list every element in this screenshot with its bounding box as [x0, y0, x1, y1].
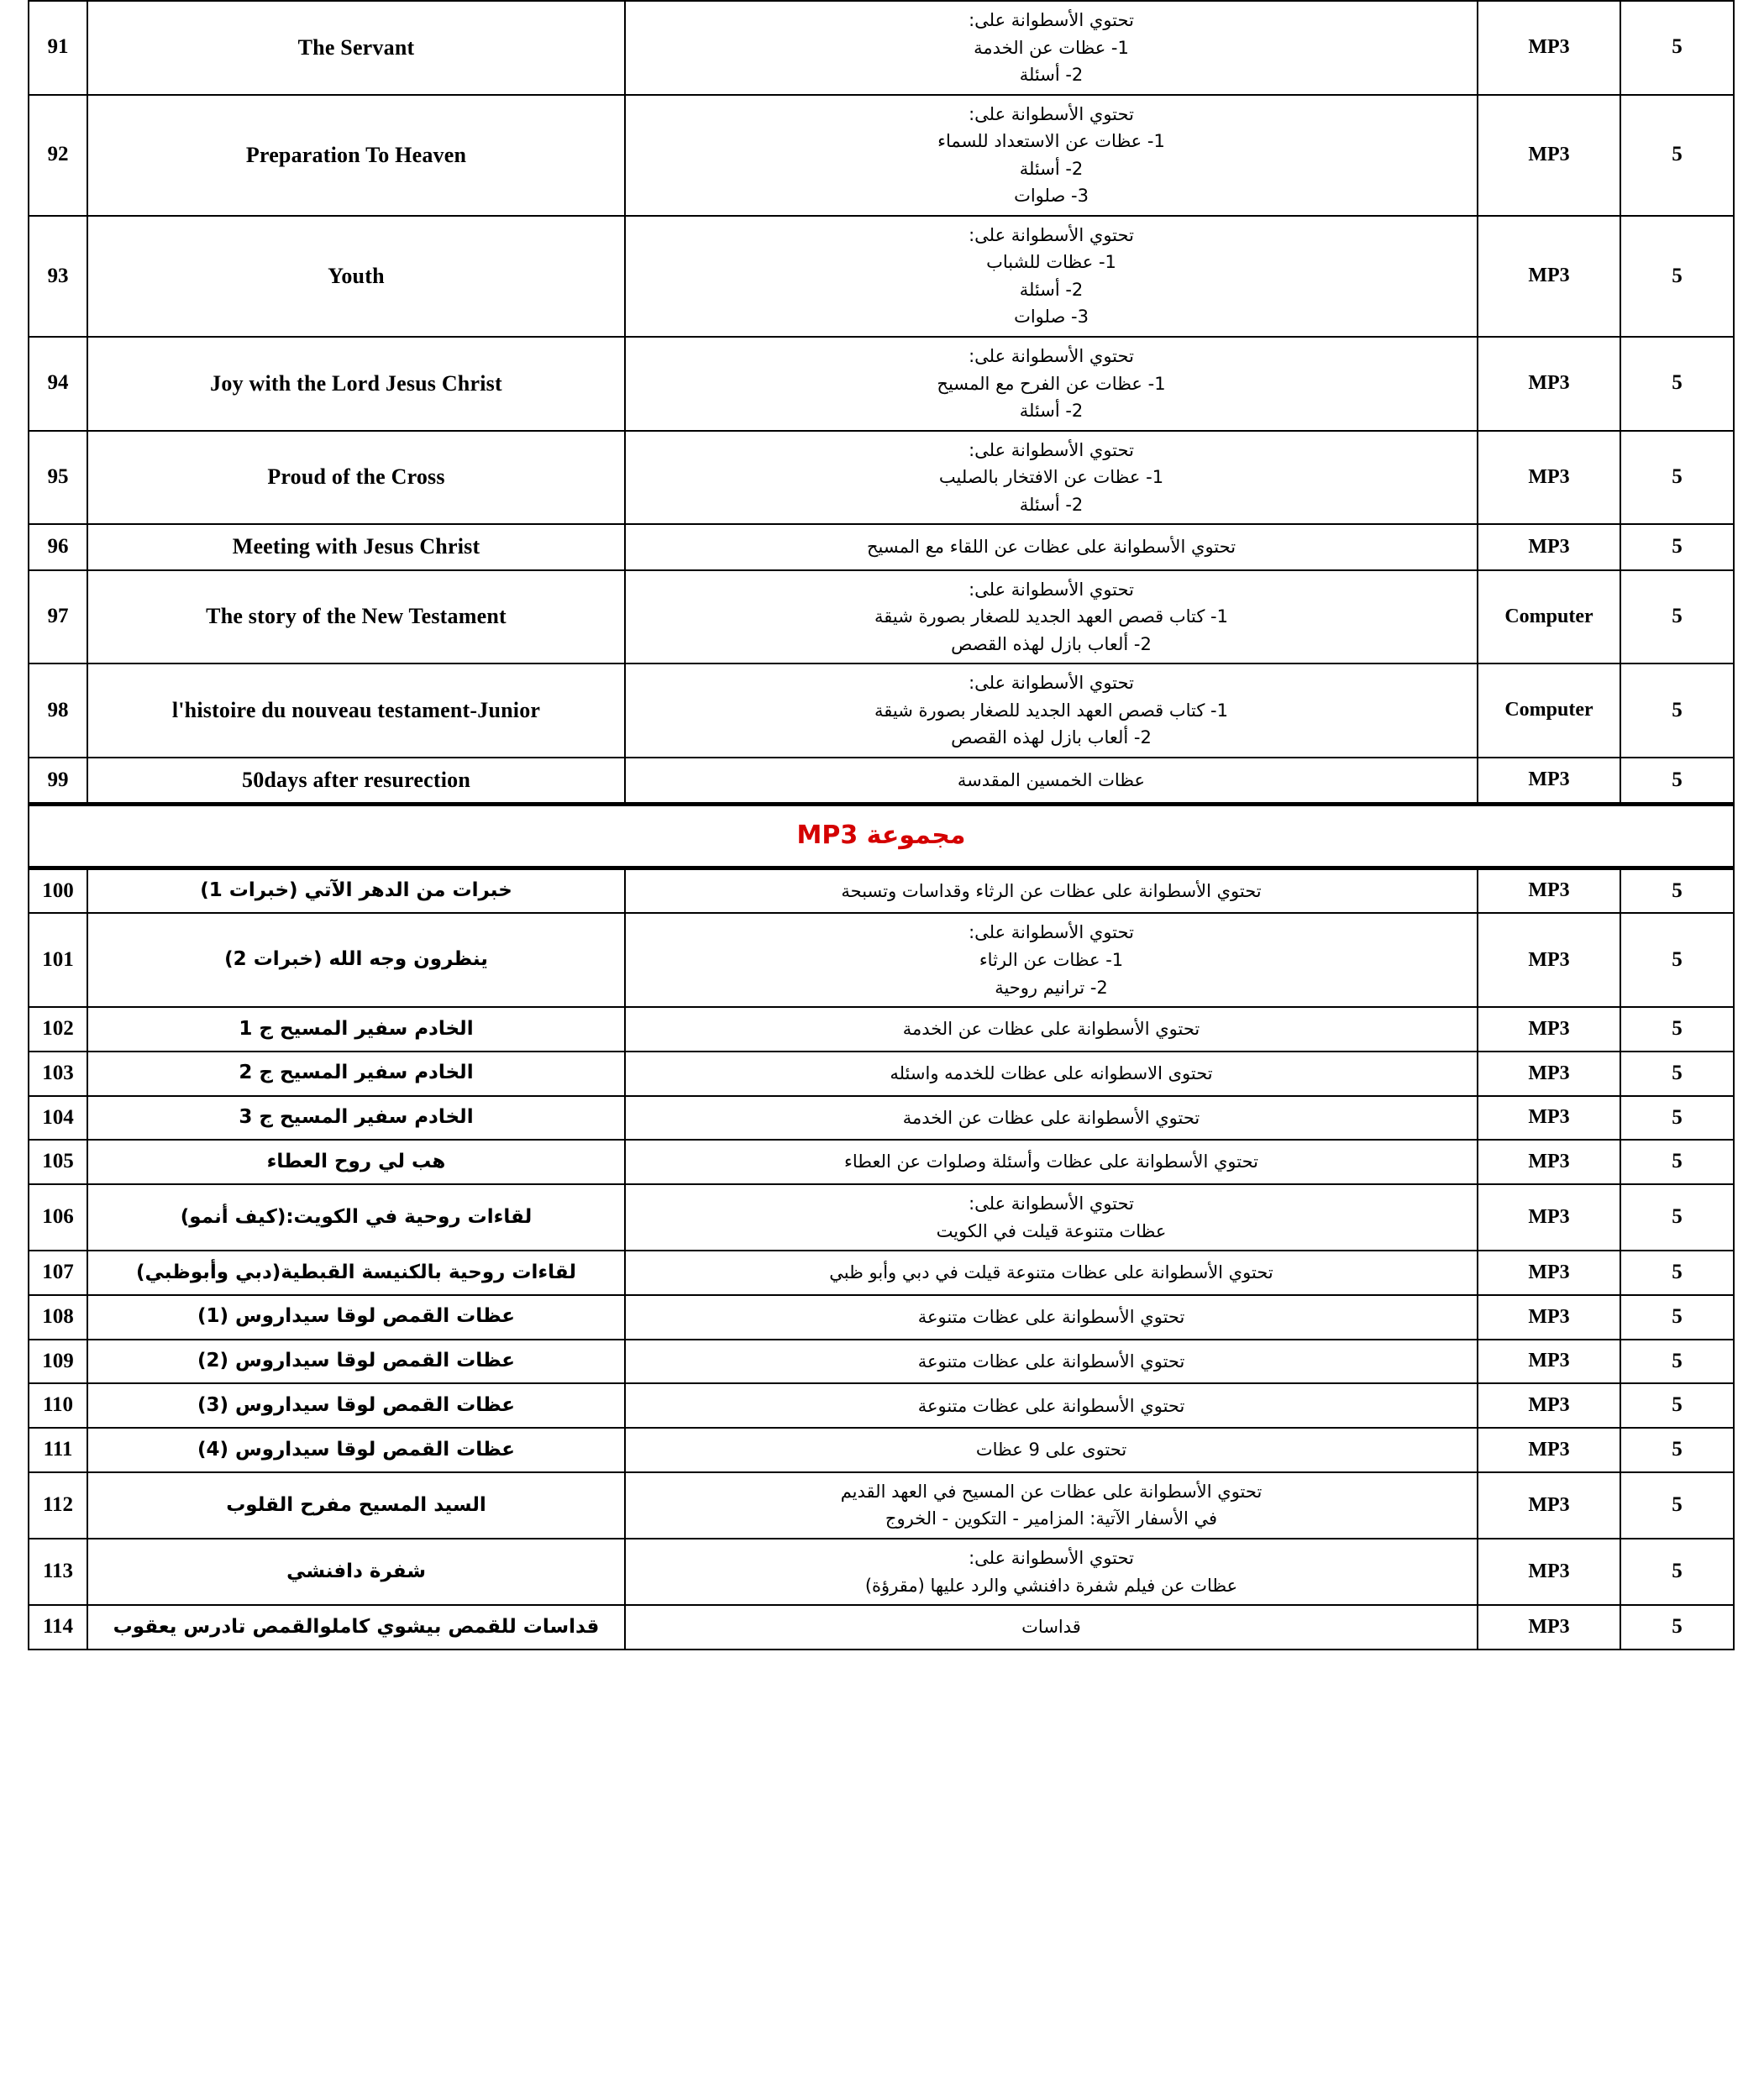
cell-title: 50days after resurection — [87, 758, 625, 805]
cell-media-type: MP3 — [1478, 1295, 1620, 1340]
cell-description — [625, 1007, 1478, 1052]
description-line: عظات عن فيلم شفرة دافنشي والرد عليها (مقرؤة) — [864, 1575, 1238, 1596]
cell-row-number: 91 — [29, 1, 87, 95]
description-line: تحتوي الأسطوانة على عظات عن الخدمة — [902, 1019, 1200, 1040]
cell-title: عظات القمص لوقا سيداروس (1) — [87, 1295, 625, 1340]
table-row[interactable] — [29, 431, 1734, 525]
cell-description — [625, 1, 1478, 95]
description-line: تحتوي الأسطوانة على عظات متنوعة — [917, 1307, 1185, 1327]
cell-title: Youth — [87, 216, 625, 337]
cell-media-type: MP3 — [1478, 337, 1620, 431]
cell-row-number: 96 — [29, 524, 87, 569]
cell-quantity: 5 — [1620, 95, 1734, 216]
cell-title: السيد المسيح مفرح القلوب — [87, 1472, 625, 1539]
catalog-table-body — [29, 1, 1734, 1650]
cell-quantity: 5 — [1620, 1096, 1734, 1141]
cell-description — [625, 1096, 1478, 1141]
cell-title — [87, 1251, 625, 1295]
cell-media-type: MP3 — [1478, 1184, 1620, 1251]
cell-description — [625, 1539, 1478, 1605]
cell-row-number: 109 — [29, 1340, 87, 1384]
cell-row-number: 102 — [29, 1007, 87, 1052]
title-line: قداسات للقمص بيشوي كامل — [331, 1615, 600, 1638]
cell-description — [625, 1140, 1478, 1184]
cell-row-number: 111 — [29, 1428, 87, 1472]
description-line: تحتوي الأسطوانة على عظات متنوعة — [917, 1351, 1185, 1372]
cell-media-type: Computer — [1478, 570, 1620, 664]
table-row[interactable] — [29, 1472, 1734, 1539]
table-row[interactable] — [29, 1140, 1734, 1184]
cell-quantity: 5 — [1620, 1428, 1734, 1472]
description-line: عظات متنوعة قيلت في الكويت — [936, 1220, 1167, 1241]
cell-quantity: 5 — [1620, 1340, 1734, 1384]
cell-title: عظات القمص لوقا سيداروس (3) — [87, 1383, 625, 1428]
title-line: (كيف أنمو) — [180, 1205, 286, 1228]
cell-description — [625, 1472, 1478, 1539]
description-line: تحتوي الأسطوانة على: — [969, 673, 1134, 694]
cell-quantity: 5 — [1620, 524, 1734, 569]
cell-media-type: MP3 — [1478, 1007, 1620, 1052]
description-line: تحتوي الأسطوانة على: — [969, 10, 1134, 30]
description-line: قداسات — [1021, 1617, 1081, 1638]
cell-description — [625, 1428, 1478, 1472]
description-line: 2- ألعاب بازل لهذه القصص — [951, 727, 1152, 748]
cell-quantity: 5 — [1620, 1184, 1734, 1251]
table-row[interactable] — [29, 913, 1734, 1007]
cell-description — [625, 431, 1478, 525]
cell-row-number: 106 — [29, 1184, 87, 1251]
cell-title: ينظرون وجه الله (خبرات 2) — [87, 913, 625, 1007]
cell-description — [625, 663, 1478, 758]
cell-title: The Servant — [87, 1, 625, 95]
catalog-table — [28, 0, 1735, 1650]
cell-row-number: 114 — [29, 1605, 87, 1650]
cell-media-type: MP3 — [1478, 1605, 1620, 1650]
description-line: 1- عظات عن الاستعداد للسماء — [937, 131, 1165, 152]
cell-quantity: 5 — [1620, 1383, 1734, 1428]
title-line: والقمص تادرس يعقوب — [113, 1615, 332, 1638]
cell-description — [625, 868, 1478, 913]
title-line: (دبي وأبوظبي) — [136, 1261, 281, 1283]
cell-media-type: MP3 — [1478, 1096, 1620, 1141]
cell-title: l'histoire du nouveau testament-Junior — [87, 663, 625, 758]
cell-row-number: 104 — [29, 1096, 87, 1141]
description-line: 2- أسئلة — [1019, 494, 1084, 515]
cell-quantity: 5 — [1620, 1605, 1734, 1650]
cell-media-type: MP3 — [1478, 1, 1620, 95]
title-line: لقاءات روحية في الكويت: — [286, 1205, 533, 1228]
cell-description — [625, 570, 1478, 664]
cell-quantity: 5 — [1620, 1007, 1734, 1052]
cell-title: هب لي روح العطاء — [87, 1140, 625, 1184]
cell-quantity: 5 — [1620, 663, 1734, 758]
description-line: 2- ترانيم روحية — [995, 977, 1108, 998]
cell-media-type: MP3 — [1478, 431, 1620, 525]
description-line: 2- ألعاب بازل لهذه القصص — [951, 633, 1152, 654]
cell-row-number: 92 — [29, 95, 87, 216]
cell-media-type: MP3 — [1478, 95, 1620, 216]
description-line: 3- صلوات — [1014, 307, 1089, 328]
cell-media-type: MP3 — [1478, 1428, 1620, 1472]
description-line: تحتوي الأسطوانة على: — [969, 224, 1134, 245]
cell-description — [625, 1383, 1478, 1428]
description-line: تحتوي الأسطوانة على: — [969, 103, 1134, 124]
description-line: تحتوي الأسطوانة على عظات متنوعة قيلت في دبي وأبو ظبي — [829, 1262, 1273, 1283]
cell-description — [625, 95, 1478, 216]
table-row[interactable] — [29, 758, 1734, 805]
cell-media-type: MP3 — [1478, 524, 1620, 569]
cell-quantity: 5 — [1620, 1251, 1734, 1295]
description-line: تحتوي الأسطوانة على عظات عن اللقاء مع المسيح — [866, 537, 1236, 558]
cell-row-number: 101 — [29, 913, 87, 1007]
cell-row-number: 107 — [29, 1251, 87, 1295]
table-row[interactable] — [29, 1, 1734, 95]
description-line: 3- صلوات — [1014, 186, 1089, 207]
description-line: تحتوي الأسطوانة على: — [969, 1193, 1134, 1214]
cell-description — [625, 1052, 1478, 1096]
section-header-row — [29, 805, 1734, 868]
description-line: تحتوي الأسطوانة على: — [969, 439, 1134, 460]
cell-title: خبرات من الدهر الآتي (خبرات 1) — [87, 868, 625, 913]
table-row[interactable] — [29, 1428, 1734, 1472]
description-line: 2- أسئلة — [1019, 279, 1084, 300]
cell-quantity: 5 — [1620, 337, 1734, 431]
description-line: 2- أسئلة — [1019, 65, 1084, 86]
description-line: 1- كتاب قصص العهد الجديد للصغار بصورة شيقة — [874, 606, 1228, 627]
description-line: 2- أسئلة — [1019, 401, 1084, 422]
cell-media-type: MP3 — [1478, 216, 1620, 337]
title-line: لقاءات روحية بالكنيسة القبطية — [281, 1261, 576, 1283]
table-row[interactable] — [29, 1539, 1734, 1605]
cell-description — [625, 524, 1478, 569]
cell-row-number: 105 — [29, 1140, 87, 1184]
table-row[interactable] — [29, 663, 1734, 758]
cell-row-number: 99 — [29, 758, 87, 805]
cell-title: الخادم سفير المسيح ج 1 — [87, 1007, 625, 1052]
table-row[interactable] — [29, 1052, 1734, 1096]
cell-title: شفرة دافنشي — [87, 1539, 625, 1605]
cell-description — [625, 216, 1478, 337]
description-line: تحتوي الأسطوانة على عظات متنوعة — [917, 1395, 1185, 1416]
cell-title: الخادم سفير المسيح ج 3 — [87, 1096, 625, 1141]
cell-row-number: 95 — [29, 431, 87, 525]
table-row[interactable] — [29, 524, 1734, 569]
description-line: تحتوي الأسطوانة على: — [969, 1548, 1134, 1568]
description-line: تحتوى الاسطوانه على عظات للخدمه واسئله — [890, 1062, 1213, 1083]
table-row[interactable] — [29, 1340, 1734, 1384]
table-row[interactable] — [29, 1007, 1734, 1052]
section-header-cell — [29, 805, 1734, 868]
cell-description — [625, 337, 1478, 431]
table-row[interactable] — [29, 1605, 1734, 1650]
cell-row-number: 112 — [29, 1472, 87, 1539]
cell-row-number: 113 — [29, 1539, 87, 1605]
cell-title: The story of the New Testament — [87, 570, 625, 664]
cell-title: Proud of the Cross — [87, 431, 625, 525]
cell-description — [625, 1340, 1478, 1384]
cell-title: Preparation To Heaven — [87, 95, 625, 216]
cell-description — [625, 1251, 1478, 1295]
cell-row-number: 94 — [29, 337, 87, 431]
table-row[interactable] — [29, 1251, 1734, 1295]
table-row[interactable] — [29, 570, 1734, 664]
cell-quantity: 5 — [1620, 1140, 1734, 1184]
cell-media-type: MP3 — [1478, 1340, 1620, 1384]
cell-quantity: 5 — [1620, 758, 1734, 805]
cell-media-type: MP3 — [1478, 758, 1620, 805]
description-line: عظات الخمسين المقدسة — [957, 769, 1146, 790]
cell-quantity: 5 — [1620, 1, 1734, 95]
cell-title: عظات القمص لوقا سيداروس (4) — [87, 1428, 625, 1472]
description-line: تحتوي الأسطوانة على عظات وأسئلة وصلوات عن العطاء — [844, 1151, 1258, 1172]
description-line: 1- عظات عن الخدمة — [974, 37, 1129, 58]
cell-media-type: MP3 — [1478, 868, 1620, 913]
table-row[interactable] — [29, 1184, 1734, 1251]
cell-row-number: 97 — [29, 570, 87, 664]
cell-quantity: 5 — [1620, 913, 1734, 1007]
cell-quantity: 5 — [1620, 570, 1734, 664]
description-line: في الأسفار الآتية: المزامير - التكوين - الخروج — [885, 1508, 1218, 1529]
table-row[interactable] — [29, 1383, 1734, 1428]
cell-title: عظات القمص لوقا سيداروس (2) — [87, 1340, 625, 1384]
cell-quantity: 5 — [1620, 216, 1734, 337]
cell-media-type: MP3 — [1478, 1052, 1620, 1096]
table-row[interactable] — [29, 216, 1734, 337]
description-line: تحتوي الأسطوانة على: — [969, 922, 1134, 943]
cell-row-number: 98 — [29, 663, 87, 758]
cell-title — [87, 1605, 625, 1650]
cell-quantity: 5 — [1620, 1052, 1734, 1096]
table-row[interactable] — [29, 1096, 1734, 1141]
cell-media-type: MP3 — [1478, 1383, 1620, 1428]
cell-title: الخادم سفير المسيح ج 2 — [87, 1052, 625, 1096]
description-line: 2- أسئلة — [1019, 158, 1084, 179]
table-row[interactable] — [29, 337, 1734, 431]
cell-description — [625, 1295, 1478, 1340]
description-line: تحتوى على 9 عظات — [975, 1440, 1127, 1461]
cell-quantity: 5 — [1620, 1295, 1734, 1340]
table-row[interactable] — [29, 95, 1734, 216]
cell-media-type: Computer — [1478, 663, 1620, 758]
cell-row-number: 100 — [29, 868, 87, 913]
cell-row-number: 103 — [29, 1052, 87, 1096]
cell-description — [625, 1605, 1478, 1650]
description-line: تحتوي الأسطوانة على: — [969, 579, 1134, 600]
cell-title: Meeting with Jesus Christ — [87, 524, 625, 569]
cell-row-number: 110 — [29, 1383, 87, 1428]
description-line: 1- عظات عن الافتخار بالصليب — [938, 467, 1164, 488]
cell-description — [625, 1184, 1478, 1251]
cell-row-number: 93 — [29, 216, 87, 337]
description-line: 1- عظات عن الرثاء — [979, 949, 1124, 970]
description-line: 1- عظات للشباب — [986, 252, 1116, 273]
cell-title: Joy with the Lord Jesus Christ — [87, 337, 625, 431]
description-line: 1- كتاب قصص العهد الجديد للصغار بصورة شيقة — [874, 700, 1228, 721]
description-line: تحتوي الأسطوانة على عظات عن الرثاء وقداسات وتسبحة — [841, 880, 1262, 901]
cell-quantity: 5 — [1620, 1472, 1734, 1539]
description-line: 1- عظات عن الفرح مع المسيح — [937, 373, 1166, 394]
cell-media-type: MP3 — [1478, 1539, 1620, 1605]
cell-media-type: MP3 — [1478, 1472, 1620, 1539]
cell-description — [625, 758, 1478, 805]
description-line: تحتوي الأسطوانة على عظات عن المسيح في العهد القديم — [840, 1481, 1263, 1502]
description-line: تحتوي الأسطوانة على: — [969, 346, 1134, 367]
table-row[interactable] — [29, 868, 1734, 913]
cell-quantity: 5 — [1620, 868, 1734, 913]
table-row[interactable] — [29, 1295, 1734, 1340]
cell-media-type: MP3 — [1478, 913, 1620, 1007]
cell-media-type: MP3 — [1478, 1251, 1620, 1295]
cell-quantity: 5 — [1620, 431, 1734, 525]
cell-title — [87, 1184, 625, 1251]
description-line: تحتوي الأسطوانة على عظات عن الخدمة — [902, 1107, 1200, 1128]
cell-row-number: 108 — [29, 1295, 87, 1340]
cell-media-type: MP3 — [1478, 1140, 1620, 1184]
cell-description — [625, 913, 1478, 1007]
section-title: مجموعة MP3 — [796, 821, 966, 851]
cell-quantity: 5 — [1620, 1539, 1734, 1605]
